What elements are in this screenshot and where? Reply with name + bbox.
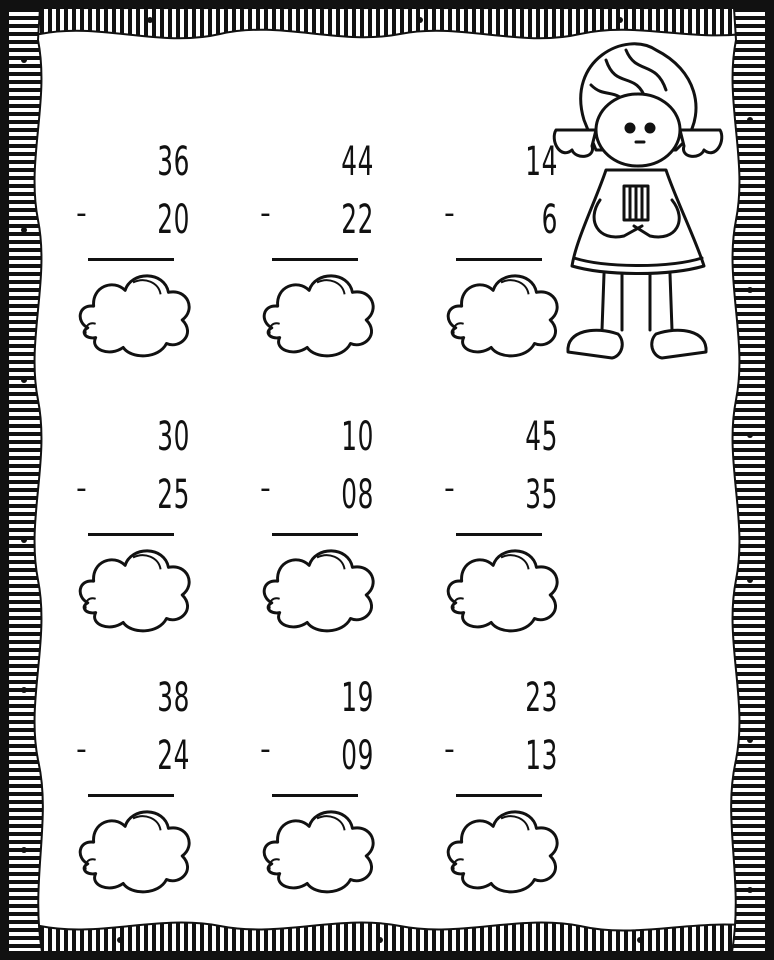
minuend: 38	[157, 675, 190, 721]
subtraction-problem	[258, 140, 408, 380]
answer-line	[456, 258, 542, 261]
answer-line	[88, 794, 174, 797]
answer-line	[272, 533, 358, 536]
answer-cloud-icon[interactable]	[258, 539, 380, 639]
answer-line	[272, 258, 358, 261]
minus-sign: -	[260, 732, 271, 767]
minuend: 45	[525, 414, 558, 460]
answer-line	[88, 258, 174, 261]
subtraction-problem	[74, 676, 224, 916]
subtrahend: 35	[525, 472, 558, 518]
minus-sign: -	[76, 732, 87, 767]
subtraction-problem	[74, 140, 224, 380]
minuend: 19	[341, 675, 374, 721]
answer-line	[456, 533, 542, 536]
minus-sign: -	[444, 471, 455, 506]
subtraction-problem	[74, 415, 224, 655]
answer-cloud-icon[interactable]	[442, 800, 564, 900]
minus-sign: -	[444, 732, 455, 767]
minus-sign: -	[444, 196, 455, 231]
subtrahend: 08	[341, 472, 374, 518]
minus-sign: -	[76, 471, 87, 506]
answer-cloud-icon[interactable]	[442, 539, 564, 639]
subtraction-problem	[442, 676, 592, 916]
subtrahend: 13	[525, 733, 558, 779]
subtrahend: 22	[341, 197, 374, 243]
minuend: 44	[341, 139, 374, 185]
minus-sign: -	[76, 196, 87, 231]
subtraction-problem	[442, 415, 592, 655]
answer-cloud-icon[interactable]	[258, 264, 380, 364]
answer-cloud-icon[interactable]	[258, 800, 380, 900]
answer-cloud-icon[interactable]	[442, 264, 564, 364]
subtraction-problem	[442, 140, 592, 380]
subtrahend: 6	[541, 197, 558, 243]
subtrahend: 20	[157, 197, 190, 243]
answer-line	[272, 794, 358, 797]
answer-line	[88, 533, 174, 536]
subtraction-problem	[258, 415, 408, 655]
answer-cloud-icon[interactable]	[74, 539, 196, 639]
minuend: 30	[157, 414, 190, 460]
subtrahend: 24	[157, 733, 190, 779]
subtrahend: 25	[157, 472, 190, 518]
subtraction-problem	[258, 676, 408, 916]
minuend: 14	[525, 139, 558, 185]
answer-cloud-icon[interactable]	[74, 800, 196, 900]
subtrahend: 09	[341, 733, 374, 779]
minuend: 36	[157, 139, 190, 185]
answer-cloud-icon[interactable]	[74, 264, 196, 364]
answer-line	[456, 794, 542, 797]
minuend: 10	[341, 414, 374, 460]
minus-sign: -	[260, 471, 271, 506]
minus-sign: -	[260, 196, 271, 231]
minuend: 23	[525, 675, 558, 721]
